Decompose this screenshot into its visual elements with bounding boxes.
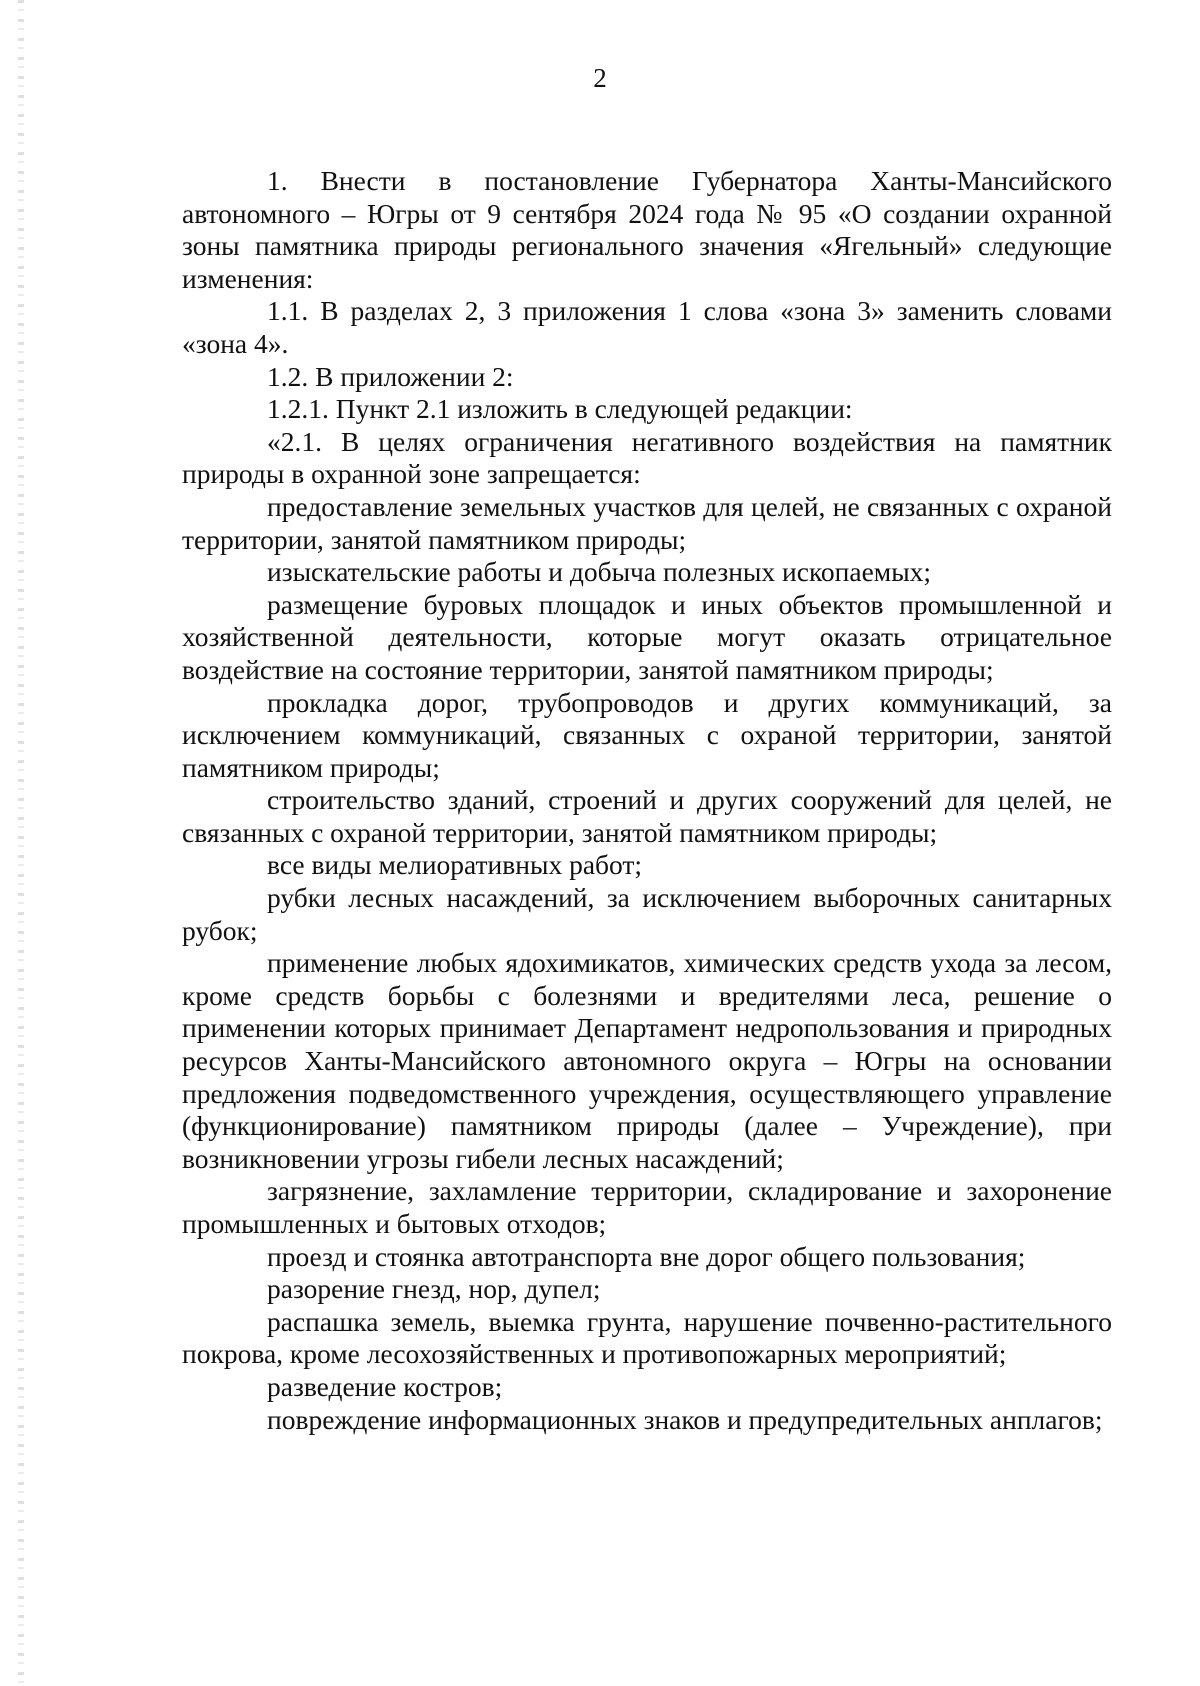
prohibition-item: все виды мелиоративных работ; [267, 849, 643, 881]
paragraph-item-1-2: 1.2. В приложении 2: [267, 360, 514, 392]
paragraph-item-2-1: «2.1. В целях ограничения негативного воздействия на памятник природы в охранной зоне запрещается: [182, 425, 1112, 490]
prohibition-item: размещение буровых площадок и иных объектов промышленной и хозяйственной деятельности, которые могут оказать отрицательное воздействие на состояние территории, занятой памятником природы; [182, 588, 1112, 685]
prohibition-item: распашка земель, выемка грунта, нарушение почвенно-растительного покрова, кроме лесохозяйственных и противопожарных мероприятий; [182, 1305, 1112, 1370]
paragraph-item-1: 1. Внести в постановление Губернатора Ханты-Мансийского автономного – Югры от 9 сентября 2024 года № 95 «О создании охранной зоны памятника природы регионального значения «Ягельный» следующие изменения: [182, 165, 1112, 294]
prohibition-item: загрязнение, захламление территории, складирование и захоронение промышленных и бытовых отходов; [182, 1175, 1112, 1239]
prohibition-item: предоставление земельных участков для целей, не связанных с охраной территории, занятой памятником природы; [182, 490, 1112, 555]
prohibition-item: проезд и стоянка автотранспорта вне дорог общего пользования; [267, 1240, 1026, 1272]
prohibition-item: разведение костров; [267, 1370, 503, 1402]
prohibition-item: применение любых ядохимикатов, химических средств ухода за лесом, кроме средств борьбы с болезнями и вредителями леса, решение о применении которых принимает Департамент недропользования и природных ресурсов Ханты-Мансийского автономного округа – Югры на основании предложения подведомственного учреждения, осуществляющего управление (функционирование) памятником природы (далее – Учреждение), при возникновении угрозы гибели лесных насаждений; [182, 947, 1112, 1174]
paragraph-item-1-1: 1.1. В разделах 2, 3 приложения 1 слова «зона 3» заменить словами «зона 4». [182, 295, 1112, 359]
prohibition-item: рубки лесных насаждений, за исключением выборочных санитарных рубок; [182, 882, 1112, 946]
prohibition-item: повреждение информационных знаков и предупредительных анплагов; [267, 1403, 1103, 1435]
page-number: 2 [593, 63, 607, 93]
prohibition-item: изыскательские работы и добыча полезных ископаемых; [267, 556, 932, 588]
prohibition-item: прокладка дорог, трубопроводов и других коммуникаций, за исключением коммуникаций, связанных с охраной территории, занятой памятником природы; [182, 686, 1112, 783]
scan-edge [18, 0, 24, 1686]
paragraph-item-1-2-1: 1.2.1. Пункт 2.1 изложить в следующей редакции: [267, 393, 853, 425]
prohibition-item: разорение гнезд, нор, дупел; [267, 1273, 601, 1305]
document-body [182, 165, 1112, 1436]
prohibition-item: строительство зданий, строений и других сооружений для целей, не связанных с охраной территории, занятой памятником природы; [182, 784, 1112, 848]
